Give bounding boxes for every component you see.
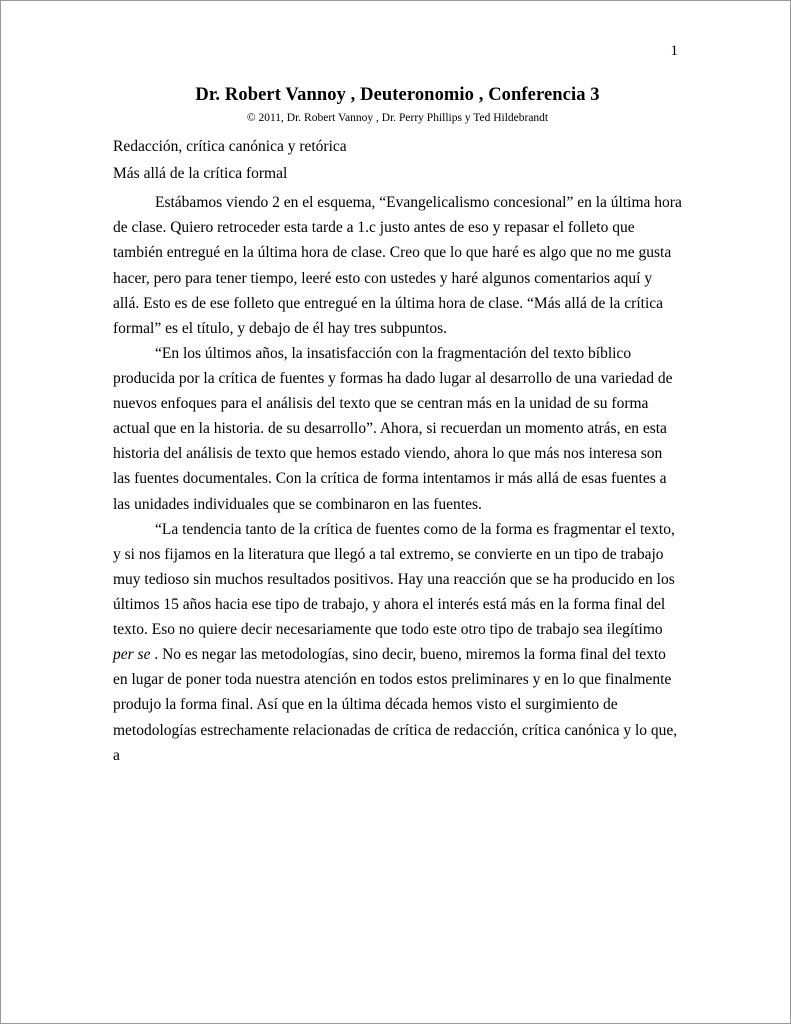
copyright-line: © 2011, Dr. Robert Vannoy , Dr. Perry Phillips y Ted Hildebrandt <box>246 112 549 124</box>
paragraph-3 <box>113 517 682 768</box>
document-title: Dr. Robert Vannoy , Deuteronomio , Conferencia 3 <box>195 85 600 105</box>
paragraph-3-italic: per se <box>113 646 151 664</box>
paragraph-2: “En los últimos años, la insatisfacción con la fragmentación del texto bíblico producida por la crítica de fuentes y formas ha dado lugar al desarrollo de una variedad de nuevos enfoques para el análisis del texto que se centran más en la unidad de su forma actual que en la historia. de su desarrollo”. Ahora, si recuerdan un momento atrás, en esta historia del análisis de texto que hemos estado viendo, ahora lo que más nos interesa son las fuentes documentales. Con la crítica de forma intentamos ir más allá de esas fuentes a las unidades individuales que se combinaron en las fuentes. <box>113 344 673 513</box>
page-number: 1 <box>670 43 678 59</box>
subhead-2: Más allá de la crítica formal <box>113 165 288 183</box>
subhead-1: Redacción, crítica canónica y retórica <box>113 138 347 155</box>
paragraph-3-part-2: . No es negar las metodologías, sino decir, bueno, miremos la forma final del texto en lugar de poner toda nuestra atención en todos estos preliminares y en lo que finalmente produjo la forma final. Así que en la última década hemos visto el surgimiento de metodologías estrechamente relacionadas de crítica de redacción, crítica canónica y lo que, a <box>113 646 678 764</box>
document-content <box>113 85 682 768</box>
paragraph-3-part-1: “La tendencia tanto de la crítica de fuentes como de la forma es fragmentar el texto, y si nos fijamos en la literatura que llegó a tal extremo, se convierte en un tipo de trabajo muy tedioso sin muchos resultados positivos. Hay una reacción que se ha producido en los últimos 15 años hacia ese tipo de trabajo, y ahora el interés está más en la forma final del texto. Eso no quiere decir necesariamente que todo este otro tipo de trabajo sea ilegítimo <box>113 520 675 639</box>
paragraph-1: Estábamos viendo 2 en el esquema, “Evangelicalismo concesional” en la última hora de clase. Quiero retroceder esta tarde a 1.c justo antes de eso y repasar el folleto que también entregué en la última hora de clase. Creo que lo que haré es algo que no me gusta hacer, pero para tener tiempo, leeré esto con ustedes y haré algunos comentarios aquí y allá. Esto es de ese folleto que entregué en la última hora de clase. “Más allá de la crítica formal” es el título, y debajo de él hay tres subpuntos. <box>113 194 682 337</box>
